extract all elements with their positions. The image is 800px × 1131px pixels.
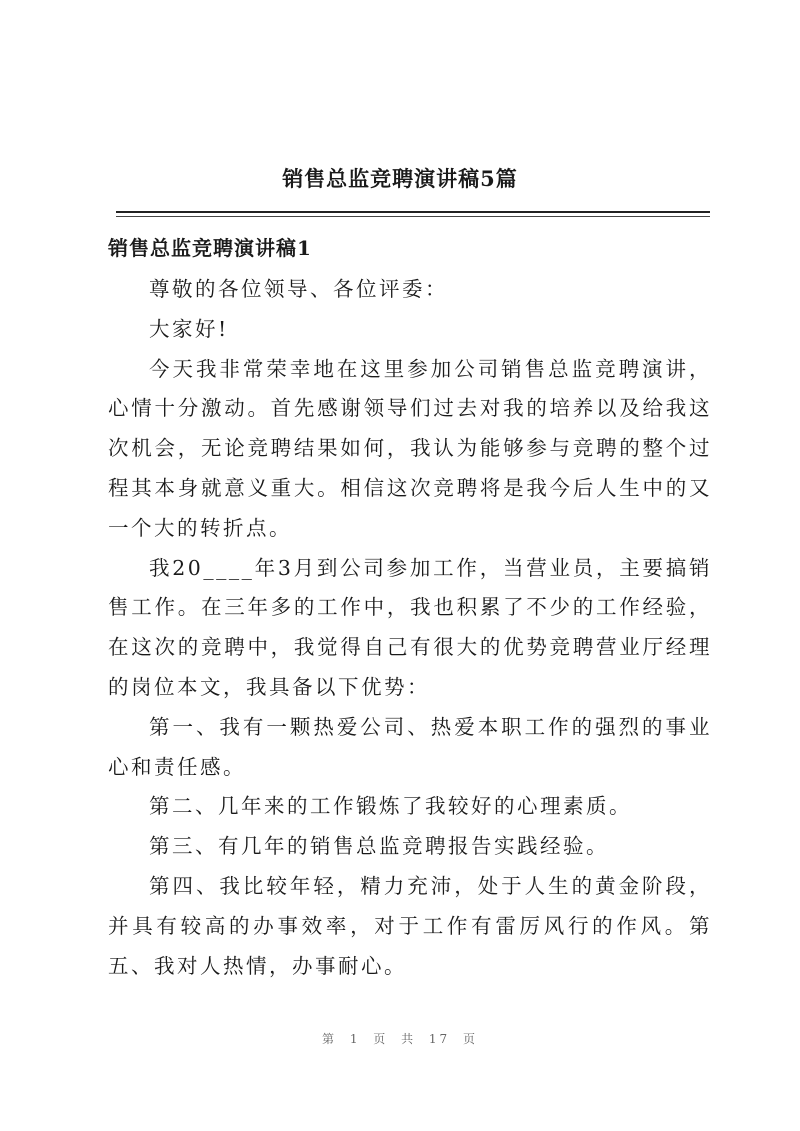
- page-number-footer: 第 1 页 共 17 页: [322, 1032, 478, 1046]
- paragraph: 第二、几年来的工作锻炼了我较好的心理素质。: [149, 794, 632, 819]
- page-title: 销售总监竞聘演讲稿5篇: [282, 166, 518, 191]
- paragraph-greeting: 大家好!: [149, 316, 229, 341]
- section-heading: 销售总监竞聘演讲稿1: [108, 236, 312, 260]
- paragraph: 今天我非常荣幸地在这里参加公司销售总监竞聘演讲，心情十分激动。首先感谢领导们过去对我的培养以及给我这次机会，无论竞聘结果如何，我认为能够参与竞聘的整个过程其本身就意义重大。相信这次竞聘将是我今后人生中的又一个大的转折点。: [108, 356, 712, 540]
- paragraph: 我20____年3月到公司参加工作，当营业员，主要搞销售工作。在三年多的工作中，我也积累了不少的工作经验，在这次的竞聘中，我觉得自己有很大的优势竞聘营业厅经理的岗位本文，我具备以下优势：: [108, 555, 712, 699]
- paragraph: 第一、我有一颗热爱公司、热爱本职工作的强烈的事业心和责任感。: [108, 714, 712, 779]
- paragraph-salutation: 尊敬的各位领导、各位评委：: [149, 277, 448, 301]
- title-divider-thin: [116, 216, 710, 217]
- title-divider: [116, 211, 710, 213]
- document-body: [108, 270, 712, 986]
- paragraph: 第三、有几年的销售总监竞聘报告实践经验。: [149, 834, 609, 859]
- paragraph: 第四、我比较年轻，精力充沛，处于人生的黄金阶段，并具有较高的办事效率，对于工作有雷厉风行的作风。第五、我对人热情，办事耐心。: [108, 873, 712, 978]
